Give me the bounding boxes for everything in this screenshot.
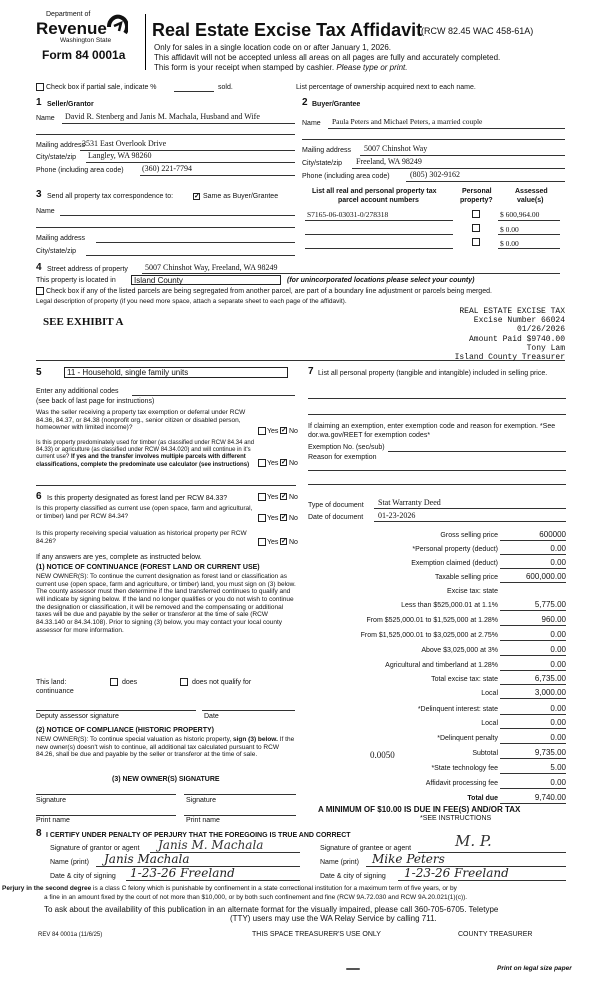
calc-label: *State technology fee — [431, 765, 498, 772]
calc-value[interactable]: 0.00 — [550, 718, 566, 727]
calc-label: Total due — [467, 795, 498, 802]
owner-print-line-2[interactable] — [184, 815, 296, 816]
calc-label: *Personal property (deduct) — [412, 546, 498, 553]
parcel-col1-header-b: parcel account numbers — [338, 197, 419, 204]
seller-phone-line — [140, 175, 295, 176]
doc-date-line — [374, 521, 566, 522]
sec7-label: List all personal property (tangible and intangible) included in selling price. — [318, 370, 548, 377]
calc-label: Local — [481, 690, 498, 697]
sec6-q1-yes: Yes — [267, 494, 279, 501]
parcel-col3-header-b: value(s) — [517, 197, 544, 204]
seller-name[interactable]: David R. Stenberg and Janis M. Machala, Husband and Wife — [65, 112, 260, 121]
seller-address[interactable]: 3531 East Overlook Drive — [82, 139, 167, 148]
seller-name-line — [62, 123, 295, 124]
buyer-name-line — [328, 128, 565, 129]
treasurer-use-only: THIS SPACE TREASURER'S USE ONLY — [252, 931, 381, 938]
calc-value[interactable]: 0.00 — [550, 704, 566, 713]
partial-sale-label: Check box if partial sale, indicate % — [46, 84, 157, 91]
doc-type[interactable]: Stat Warranty Deed — [378, 498, 441, 507]
stamp-line-2: Excise Number 66024 — [473, 316, 565, 326]
parcel-line-1 — [305, 220, 453, 221]
header-divider — [145, 14, 146, 70]
partial-sold-label: sold. — [218, 84, 233, 91]
calc-label: Above $3,025,000 at 3% — [421, 647, 498, 654]
calc-value[interactable]: 0.00 — [550, 660, 566, 669]
partial-percent-line[interactable] — [174, 91, 214, 92]
buyer-name-line-2 — [302, 139, 565, 140]
land-does-not-label: does not qualify for — [192, 679, 252, 686]
buyer-addr-label: Mailing address — [302, 147, 352, 154]
parcel-col2-header-a: Personal — [462, 188, 492, 195]
sec6-q1-no: No — [289, 494, 298, 501]
grantee-date-label: Date & city of signing — [320, 873, 386, 880]
header-note-2: This affidavit will not be accepted unless all areas on all pages are fully and accurately completed. — [154, 53, 501, 62]
calc-label: Taxable selling price — [434, 574, 498, 581]
sec3-same-label: Same as Buyer/Grantee — [203, 193, 279, 200]
calc-value-line — [500, 670, 566, 671]
notice2-heading: (2) NOTICE OF COMPLIANCE (HISTORIC PROPERTY) — [36, 727, 214, 734]
perjury-line-2: a fine in an amount fixed by the court of not more than $10,000, or by both such confinement and fine (RCW 9A.72.030 and RCW 9A.20.021(1)(c)). — [44, 894, 468, 901]
sec6-q2-yes-checkbox[interactable] — [258, 514, 266, 522]
page-mark — [346, 968, 360, 970]
grantor-date-label: Date & city of signing — [50, 873, 116, 880]
reason-line-1[interactable] — [308, 470, 566, 471]
form-title: Real Estate Excise Tax Affidavit — [152, 20, 423, 40]
buyer-city-label: City/state/zip — [302, 160, 343, 167]
sec6-q3-no-checkbox[interactable]: ✓ — [281, 538, 287, 545]
alt-format-line-2: (TTY) users may use the WA Relay Service by calling 711. — [230, 914, 437, 923]
parcel-col2-header-b: property? — [460, 197, 493, 204]
seller-name-label: Name — [36, 115, 55, 122]
sec3-name-line-2 — [36, 227, 295, 228]
calc-value[interactable]: 600,000.00 — [525, 572, 566, 581]
sec6-q1-yes-checkbox[interactable] — [258, 493, 266, 501]
personal-property-checkbox-2[interactable] — [472, 224, 480, 232]
sec6-q3-no: No — [289, 539, 298, 546]
additional-codes-label: Enter any additional codes — [36, 388, 119, 395]
calc-label: *Delinquent penalty — [437, 735, 498, 742]
grantor-name[interactable]: Janis Machala — [104, 852, 190, 866]
seller-heading: Seller/Grantor — [47, 101, 94, 108]
ownership-note: List percentage of ownership acquired next to each name. — [296, 84, 476, 91]
seller-phone[interactable]: (360) 221-7794 — [142, 164, 192, 173]
personal-property-checkbox-3[interactable] — [472, 238, 480, 246]
parcel-line-3[interactable] — [305, 248, 453, 249]
sec3-city-line[interactable] — [86, 255, 295, 256]
calc-value-line — [500, 684, 566, 685]
sec5-q2-no-checkbox[interactable]: ✓ — [281, 459, 287, 466]
grantee-date-line — [398, 880, 566, 881]
calc-label: Total excise tax: state — [431, 676, 498, 683]
exemption-no-label: Exemption No. (sec/sub) — [308, 444, 385, 451]
calc-value-line — [500, 758, 566, 759]
deputy-date-line[interactable] — [202, 710, 295, 711]
calc-label: Local — [481, 720, 498, 727]
sec6-q1-no-checkbox[interactable]: ✓ — [281, 493, 287, 500]
rev-number: REV 84 0001a (11/6/25) — [38, 932, 103, 938]
assessed-value-3[interactable]: $ 0.00 — [500, 239, 519, 248]
calc-label: From $525,000.01 to $1,525,000 at 1.28% — [366, 617, 498, 624]
calc-label: Agricultural and timberland at 1.28% — [385, 662, 498, 669]
personal-property-checkbox-1[interactable] — [472, 210, 480, 218]
segregate-checkbox[interactable] — [36, 287, 44, 295]
sec3-addr-label: Mailing address — [36, 235, 86, 242]
sec3-name-label: Name — [36, 208, 55, 215]
reason-line-2[interactable] — [308, 484, 566, 485]
exemption-no-line[interactable] — [388, 451, 566, 452]
calc-value-line — [500, 610, 566, 611]
calc-value[interactable]: 5.00 — [550, 763, 566, 772]
legal-description[interactable]: SEE EXHIBIT A — [43, 316, 124, 328]
sec5-q2: Is this property predominately used for timber (as classified under RCW 84.34 and 84.33) or agriculture (as classified under RCW 84.34.020) and will continue in it's current use? If yes and the transfer involves multiple parcels with different classifications, complete the predominate use calculator (see instructions) — [36, 440, 255, 468]
buyer-heading: Buyer/Grantee — [312, 101, 361, 108]
grantee-name[interactable]: Mike Peters — [372, 852, 445, 866]
land-does-not-checkbox[interactable] — [180, 678, 188, 686]
codes-note: (see back of last page for instructions) — [36, 398, 155, 405]
assessed-value-2[interactable]: $ 0.00 — [500, 225, 519, 234]
calc-label: Subtotal — [472, 750, 498, 757]
calc-value[interactable]: 0.00 — [550, 544, 566, 553]
deputy-date-label: Date — [204, 713, 219, 720]
stamp-line-5: Tony Lam — [526, 343, 565, 353]
buyer-address[interactable]: 5007 Chinshot Way — [364, 144, 428, 153]
grantor-sig-label: Signature of grantor or agent — [50, 845, 140, 852]
deputy-sig-label: Deputy assessor signature — [36, 713, 119, 720]
calc-label: Less than $525,000.01 at 1.1% — [401, 602, 498, 609]
seller-city-line — [86, 162, 295, 163]
calc-label: From $1,525,000.01 to $3,025,000 at 2.75% — [360, 632, 498, 639]
calc-value[interactable]: 960.00 — [541, 615, 566, 624]
stamp-line-3: 01/26/2026 — [516, 325, 565, 335]
grantor-signature: Janis M. Machala — [158, 838, 264, 852]
calc-value-line — [500, 773, 566, 774]
grantee-name-label: Name (print) — [320, 859, 359, 866]
sec5-q1: Was the seller receiving a property tax exemption or deferral under RCW 84.36, 84.37, or 84.38 (nonprofit org., senior citizen or disabled person, homeowner with limited income)? — [36, 409, 246, 432]
seller-addr-label: Mailing address — [36, 142, 86, 149]
stamp-line-6: Island County Treasurer — [454, 352, 565, 362]
sec7-num: 7 — [308, 366, 314, 377]
calc-value-line — [500, 540, 566, 541]
calc-value-line — [500, 655, 566, 656]
personal-property-line-1[interactable] — [308, 398, 566, 399]
continuance-label: continuance — [36, 688, 74, 695]
calc-value-line — [500, 743, 566, 744]
land-use-select[interactable]: 11 - Household, single family units — [64, 367, 288, 378]
calc-value-line — [500, 788, 566, 789]
sec6-q2-no: No — [289, 515, 298, 522]
doc-date-label: Date of document — [308, 514, 364, 521]
sec5-q2-yes: Yes — [267, 460, 279, 467]
calc-value[interactable]: 6,735.00 — [534, 674, 566, 683]
county-select[interactable]: Island County — [131, 275, 281, 285]
buyer-city-line — [352, 168, 565, 169]
reason-label: Reason for exemption — [308, 454, 377, 461]
grantee-sig-label: Signature of grantee or agent — [320, 845, 412, 852]
sec6-q1: Is this property designated as forest land per RCW 84.33? — [47, 495, 228, 502]
parcel-number-1[interactable]: S7165-06-03031-0/278318 — [307, 210, 389, 219]
header-note-1: Only for sales in a single location code on or after January 1, 2026. — [154, 43, 392, 52]
stamp-line-4: Amount Paid $9740.00 — [468, 334, 565, 344]
perjury-line-1: Perjury in the second degree is a class C felony which is punishable by confinement in a state correctional institution for a maximum term of five years, or by — [2, 885, 457, 892]
deputy-sig-line[interactable] — [36, 710, 196, 711]
certify-label: I CERTIFY UNDER PENALTY OF PERJURY THAT THE FOREGOING IS TRUE AND CORRECT — [46, 832, 351, 839]
calc-value-line — [500, 803, 566, 804]
county-label: This property is located in — [36, 277, 116, 284]
sec6-q2-yes: Yes — [267, 515, 279, 522]
owner-print-line-1[interactable] — [36, 815, 176, 816]
buyer-phone[interactable]: (805) 302-9162 — [410, 170, 460, 179]
seller-name-line-2 — [36, 134, 295, 135]
seller-phone-label: Phone (including area code) — [36, 167, 124, 174]
calc-value[interactable]: 0.00 — [550, 733, 566, 742]
calc-value[interactable]: 9,735.00 — [534, 748, 566, 757]
calc-value-line — [500, 640, 566, 641]
county-treasurer: COUNTY TREASURER — [458, 931, 533, 938]
sec5-bottom-line — [36, 485, 296, 486]
assessed-line-1 — [498, 220, 560, 221]
calc-value[interactable]: 0.00 — [550, 630, 566, 639]
sec4-num: 4 — [36, 262, 42, 273]
seller-city-label: City/state/zip — [36, 154, 77, 161]
treasurer-stamp — [418, 307, 565, 362]
calc-label: *Delinquent interest: state — [417, 706, 498, 713]
county-note: (for unincorporated locations please select your county) — [287, 277, 475, 284]
owner-print-label-2: Print name — [186, 817, 220, 824]
calc-value[interactable]: 0.00 — [550, 558, 566, 567]
calc-value[interactable]: 0.00 — [550, 778, 566, 787]
grantee-date-city[interactable]: 1-23-26 Freeland — [404, 866, 509, 880]
buyer-phone-label: Phone (including area code) — [302, 173, 390, 180]
sec6-if-yes: If any answers are yes, complete as instructed below. — [36, 554, 202, 561]
seller-num: 1 — [36, 97, 42, 108]
calc-label: Gross selling price — [440, 532, 498, 539]
owner-print-label-1: Print name — [36, 817, 70, 824]
buyer-city[interactable]: Freeland, WA 98249 — [356, 157, 422, 166]
calc-value-line — [500, 728, 566, 729]
property-street[interactable]: 5007 Chinshot Way, Freeland, WA 98249 — [145, 263, 278, 272]
assessed-line-2 — [498, 234, 560, 235]
sec3-city-label: City/state/zip — [36, 248, 77, 255]
parcel-col3-header-a: Assessed — [515, 188, 548, 195]
see-instructions: *SEE INSTRUCTIONS — [420, 815, 492, 822]
calc-label: Exemption claimed (deduct) — [411, 560, 498, 567]
calc-value-line — [500, 714, 566, 715]
notice1-heading: (1) NOTICE OF CONTINUANCE (FOREST LAND OR CURRENT USE) — [36, 564, 260, 571]
local-rate[interactable]: 0.0050 — [370, 750, 395, 760]
calc-value[interactable]: 600000 — [539, 530, 566, 539]
parcel-line-2[interactable] — [305, 234, 453, 235]
dept-logo-text: Revenue — [36, 19, 107, 38]
sec6-q3-yes: Yes — [267, 539, 279, 546]
dept-line3: Washington State — [60, 37, 112, 44]
notice2-body: NEW OWNER(S): To continue special valuation as historic property, sign (3) below. If the new owner(s) doesn't wish to continue, all additional tax calculated pursuant to RCW 84.26, shall be due and payable by the seller or transferor at the time of sale. — [36, 736, 295, 759]
calc-value[interactable]: 3,000.00 — [534, 688, 566, 697]
calc-label: Affidavit processing fee — [425, 780, 498, 787]
sec3-name-line[interactable] — [60, 215, 295, 216]
doc-type-line — [374, 508, 566, 509]
sec6-q2: Is this property classified as current use (open space, farm and agricultural, or timber) land per RCW 84.34? — [36, 505, 253, 520]
calc-value-line — [500, 582, 566, 583]
segregate-label: Check box if any of the listed parcels are being segregated from another parcel, are part of a boundary line adjustment or parcels being merged. — [46, 288, 492, 295]
personal-property-line-2[interactable] — [308, 414, 566, 415]
buyer-name[interactable]: Paula Peters and Michael Peters, a married couple — [332, 117, 483, 126]
sec5-num: 5 — [36, 367, 42, 378]
sec5-q1-no-checkbox[interactable]: ✓ — [281, 427, 287, 434]
calc-value[interactable]: 5,775.00 — [534, 600, 566, 609]
assessed-line-3 — [498, 248, 560, 249]
sec5-q2-no: No — [289, 460, 298, 467]
buyer-num: 2 — [302, 97, 308, 108]
sec5-q1-yes-checkbox[interactable] — [258, 427, 266, 435]
land-does-label: does — [122, 679, 138, 686]
legal-size-note: Print on legal size paper — [497, 965, 572, 972]
street-line — [142, 273, 560, 274]
partial-sale-checkbox[interactable] — [36, 83, 44, 91]
minimum-due: A MINIMUM OF $10.00 IS DUE IN FEE(S) AND/OR TAX — [318, 805, 521, 814]
same-as-buyer-checkbox[interactable]: ✓ — [194, 193, 200, 200]
form-rcw: (RCW 82.45 WAC 458-61A) — [421, 26, 534, 36]
legal-desc-label: Legal description of property (if you need more space, attach a separate sheet to each page of the affidavit). — [36, 298, 347, 305]
notice3-heading: (3) NEW OWNER(S) SIGNATURE — [112, 776, 220, 783]
sec3-addr-line[interactable] — [96, 242, 295, 243]
sec5-q1-no: No — [289, 428, 298, 435]
this-land-label: This land: — [36, 679, 67, 686]
doc-date[interactable]: 01-23-2026 — [378, 511, 416, 520]
owner-sig-label-1: Signature — [36, 797, 66, 804]
dept-line1: Department of — [46, 11, 91, 18]
sec4-street-label: Street address of property — [47, 266, 128, 273]
owner-sig-line-1[interactable] — [36, 794, 176, 795]
exempt-label: If claiming an exemption, enter exemption code and reason for exemption. *See dor.wa.gov/REET for exemption codes* — [308, 423, 556, 439]
sec5-q2-yes-checkbox[interactable] — [258, 459, 266, 467]
notice1-body: NEW OWNER(S): To continue the current designation as forest land or classification as current use (open space, farm and agriculture, or timber) land, you must sign on (3) below. The county assessor must then determine if the land transferred continues to qualify and will indicate by signing below. If the land no longer qualifies or you do not wish to continue the designation or classification, it will be removed and the compensating or additional taxes will be due and payable by the seller or transferor at the time of sale (RCW 84.33.140 or 84.34.108). Prior to signing (3) below, you may contact your local county assessor for more information. — [36, 573, 296, 634]
calc-value-line — [500, 568, 566, 569]
additional-codes-line[interactable] — [132, 395, 295, 396]
sec6-num: 6 — [36, 491, 42, 502]
buyer-phone-line — [406, 181, 565, 182]
owner-sig-label-2: Signature — [186, 797, 216, 804]
alt-format-line-1: To ask about the availability of this publication in an alternate format for the visually impaired, please call 360-705-6705. Teletype — [44, 905, 499, 914]
buyer-name-label: Name — [302, 120, 321, 127]
sec5-q1-yes: Yes — [267, 428, 279, 435]
calc-label: Excise tax: state — [447, 588, 498, 595]
calc-value[interactable]: 9,740.00 — [534, 793, 566, 802]
parcel-col1-header-a: List all real and personal property tax — [312, 188, 437, 195]
seller-city[interactable]: Langley, WA 98260 — [88, 151, 152, 160]
buyer-addr-line — [360, 155, 565, 156]
assessed-value-1[interactable]: $ 600,964.00 — [500, 210, 540, 219]
sec6-q2-no-checkbox[interactable]: ✓ — [281, 514, 287, 521]
calc-value-line — [500, 698, 566, 699]
grantee-signature: M. P. — [455, 832, 492, 850]
land-does-checkbox[interactable] — [110, 678, 118, 686]
calc-value-line — [500, 554, 566, 555]
sec3-label: Send all property tax correspondence to: — [47, 193, 174, 200]
calc-value-line — [500, 625, 566, 626]
form-number: Form 84 0001a — [42, 48, 126, 62]
stamp-line-1: REAL ESTATE EXCISE TAX — [459, 307, 565, 316]
grantor-date-city[interactable]: 1-23-26 Freeland — [130, 866, 235, 880]
grantor-date-line — [126, 880, 300, 881]
sec6-q3-yes-checkbox[interactable] — [258, 538, 266, 546]
grantor-name-label: Name (print) — [50, 859, 89, 866]
owner-sig-line-2[interactable] — [184, 794, 296, 795]
sec6-q3: Is this property receiving special valuation as historical property per RCW 84.26? — [36, 530, 247, 545]
sec3-num: 3 — [36, 189, 42, 200]
doc-type-label: Type of document — [308, 502, 364, 509]
sec8-num: 8 — [36, 828, 42, 839]
header-note-3: This form is your receipt when stamped by cashier. Please type or print. — [154, 63, 408, 72]
calc-value[interactable]: 0.00 — [550, 645, 566, 654]
